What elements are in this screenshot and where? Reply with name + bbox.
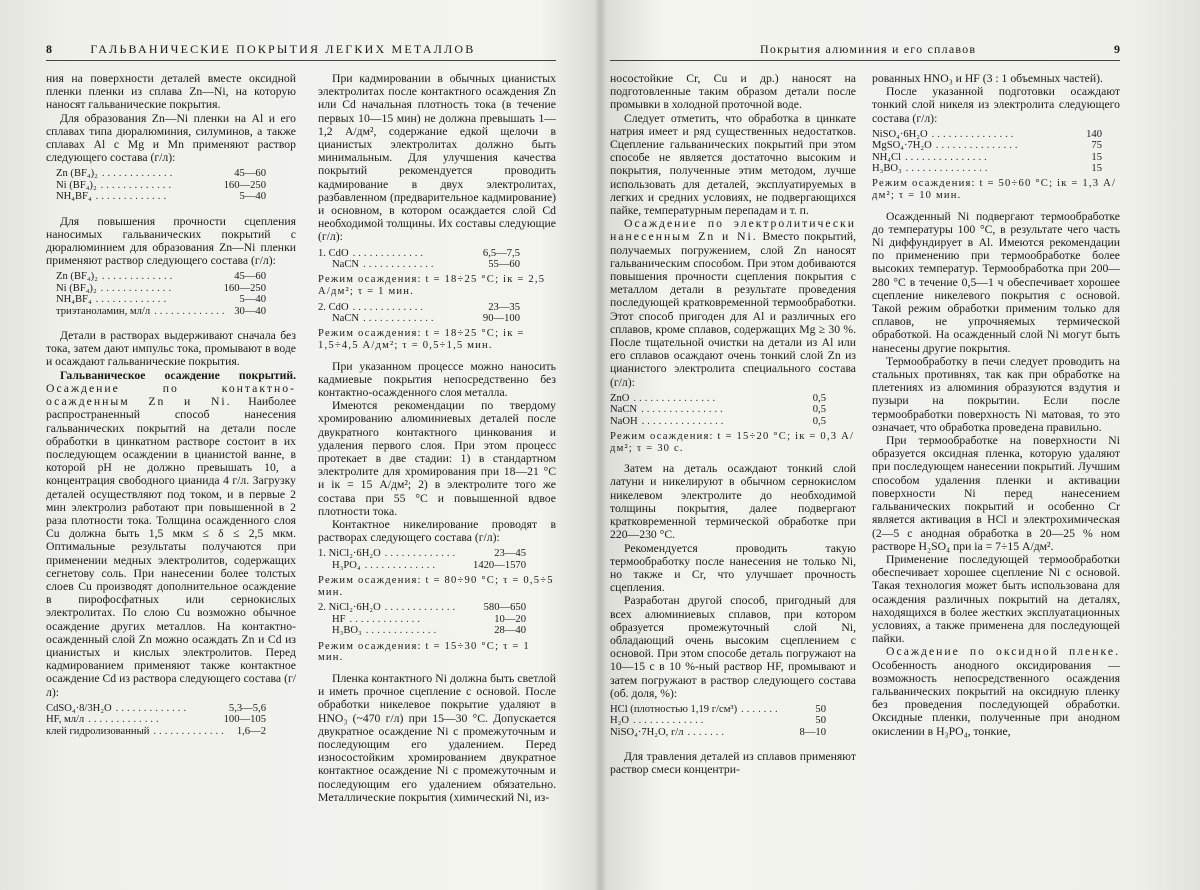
deposition-mode: Режим осаждения: t = 18÷25 °C; iк = 1,5÷4,5 А/дм²; τ = 0,5÷1,5 мин.	[318, 328, 525, 352]
composition-table	[318, 548, 556, 571]
left-column-2	[318, 72, 556, 804]
right-column-3	[610, 72, 856, 777]
paragraph-oxide	[872, 645, 1120, 737]
paragraph: Для образования Zn—Ni пленки на Al и его сплавах типа дюралюминия, силуминов, а также сплавах Al с Mg и Mn применяют раствор следующего состава (г/л):	[46, 111, 296, 165]
right-header-rule	[610, 60, 1120, 61]
composition-table	[46, 703, 296, 737]
table-row: клей гидролизованный ............. 1,6—2	[46, 725, 266, 737]
deposition-mode: Режим осаждения: t = 15÷30 °C; τ = 1 мин.	[318, 640, 530, 664]
paragraph: При кадмировании в обычных цианистых электролитах после контактного осаждения Zn или Cd начальная плотность тока (в течение первых 10—15 мин) не должна превышать 1—1,2 А/дм², содержание едкой щелочи в цианистых электролитах должно быть минимальным. Для улучшения качества покрытий рекомендуется проводить кадмирование в двух электролитах, разбавленном (предварительное кадмирование) и основном, в котором осаждается слой Cd необходимой толщины. Их составы следующие (г/л):	[318, 72, 556, 244]
paragraph: Для повышения прочности сцепления наносимых гальванических покрытий с дюралюминием для образования Zn—Ni пленки применяют раствор следующего состава (г/л):	[46, 214, 296, 268]
composition-table	[610, 393, 856, 427]
paragraph: ния на поверхности деталей вместе оксидной пленки пленки из сплава Zn—Ni, на которую наносят гальванические покрытия.	[46, 72, 296, 112]
table-row: NaOH ............... 0,5	[610, 415, 826, 427]
table-row: NaCN ............... 0,5	[610, 404, 826, 416]
paragraph: Осажденный Ni подвергают термообработке до температуры 100 °C, в результате чего часть Ni диффундирует в Al. Имеются рекомендации по применению при термообработке более высоких температур. Термообработка при 200—280 °C в течение 0,5—1 ч обеспечивает хорошее сцепление никелевого покрытия с основой. Такой режим обработки применим только для сплавов, не упрочняемых термической обработкой. На осажденный слой Ni могут быть нанесены другие покрытия.	[872, 209, 1120, 355]
deposition-mode: Режим осаждения: t = 18÷25 °C; iк = 2,5 А/дм²; τ = 1 мин.	[318, 274, 546, 298]
table-row: NH₄BF₄ ............. 5—40	[56, 191, 266, 203]
paragraph: Рекомендуется проводить такую термообработку после нанесения не только Ni, но также и Cr, что улучшает прочность сцепления.	[610, 541, 856, 595]
left-running-head	[46, 42, 556, 58]
composition-table	[318, 302, 556, 325]
table-row: Zn (BF₄)₂ ............. 45—60	[56, 271, 266, 283]
table-row: NiSO₄·6H₂O ............... 140	[872, 128, 1102, 140]
table-row: H₃BO₃ ............. 28—40	[332, 625, 526, 637]
paragraph-text: Наиболее распространенный способ нанесения гальванических покрытий на детали после обработки в цинкатном растворе состоит в их последующем осаждении в цианистой ванне, в которой pH не должно превышать 10, а концентрация свободного цианида 4 г/л. Загрузку деталей осуществляют под током, и в первые 2 мин электролиз работают при повышенной в 2 раза плотности тока. Толщина осажденного слоя Cu должна быть 1,5 мкм ≤ δ ≤ 2,5 мкм. Оптимальные результаты получаются при применении медных электролитов, содержащих сегнетову соль. При нанесении более толстых слоев Cu производят дополнительное осаждение в пирофосфатных или сернокислых электролитах. По слою Cu возможно обычное осаждение других металлов. На контактно-осажденный слой Zn можно осаждать Zn и Cd из цианистых и кислых электролитов. Перед кадмированием применяют также контактное осаждение Cd из раствора следующего состава (г/л):	[46, 395, 297, 699]
table-row: H₃PO₄ ............. 1420—1570	[332, 559, 526, 571]
composition-table	[610, 704, 856, 738]
table-row: 2. CdO ............. 23—35	[318, 301, 520, 313]
table-row: 2. NiCl₂·6H₂O ............. 580—650	[318, 602, 526, 614]
deposition-mode: Режим осаждения: t = 50÷60 °C; iк = 1,3 А/дм²; τ = 10 мин.	[872, 178, 1117, 202]
left-running-title: ГАЛЬВАНИЧЕСКИЕ ПОКРЫТИЯ ЛЕГКИХ МЕТАЛЛОВ	[90, 42, 476, 56]
spaced-heading: Осаждение по контактно-осажденным Zn и Ni.	[46, 381, 296, 409]
table-row: 1. NiCl₂·6H₂O ............. 23—45	[318, 548, 526, 560]
table-row: MgSO₄·7H₂O ............... 75	[872, 140, 1102, 152]
table-row: триэтаноламин, мл/л ............. 30—40	[56, 305, 266, 317]
deposition-mode: Режим осаждения: t = 15÷20 °C; iк = 0,3 А/дм²; τ = 30 с.	[610, 431, 855, 454]
run-in-heading: Гальваническое осаждение покрытий.	[60, 368, 296, 382]
right-running-head	[610, 42, 1120, 58]
composition-table	[872, 129, 1120, 175]
table-row: HF, мл/л ............. 100—105	[46, 714, 266, 726]
paragraph: После указанной подготовки осаждают тонкий слой никеля из электролита следующего состава (г/л):	[872, 85, 1120, 125]
paragraph: При указанном процессе можно наносить кадмиевые покрытия непосредственно без контактно-осажденного слоя металла.	[318, 359, 556, 400]
composition-table	[46, 271, 296, 317]
paragraph: При термообработке на поверхности Ni образуется оксидная пленка, которую удаляют при последующем нанесении покрытий. Лучшим способом удаления пленки и активации поверхности Ni перед нанесением гальванических покрытий и особенно Cr является активация в HCl и электрохимическая (2—5 с анодная обработка в 20—25 % ном растворе H₂SO₄ при iа = 7÷15 А/дм².	[872, 434, 1120, 553]
deposition-mode: Режим осаждения: t = 80÷90 °C; τ = 0,5÷5 мин.	[318, 575, 554, 598]
left-page-number: 8	[46, 42, 52, 56]
paragraph: Разработан другой способ, пригодный для всех алюминиевых сплавов, при котором образуется промежуточный слой Ni, обладающий очень высоким сцеплением с основой. При этом способе деталь погружают на 10—15 с в 10 %-ный раствор HF, промывают и затем погружают в раствор следующего состава (об. доля, %):	[610, 594, 856, 700]
paragraph: носостойкие Cr, Cu и др.) наносят на подготовленные таким образом детали после промывки в холодной проточной воде.	[610, 72, 856, 112]
paragraph: Имеются рекомендации по твердому хромированию алюминиевых деталей после двукратного контактного цинкования и удаления первого слоя. При этом процесс протекает в две стадии: 1) в стандартном электролите для хромирования при 18—21 °C и iк = 15 А/дм²; 2) в электролите того же состава при 55 °C и повышенной вдвое плотности тока.	[318, 399, 556, 518]
table-row: HF ............. 10—20	[332, 613, 526, 625]
paragraph: Термообработку в печи следует проводить на стальных противнях, так как при обработке на плетениях из алюминия образуются вздутия и пузыри на покрытии. Если после термообработки поверхность Ni матовая, то это означает, что обработка проведена правильно.	[872, 354, 1120, 434]
left-header-rule	[46, 60, 556, 61]
paragraph: Контактное никелирование проводят в растворах следующего состава (г/л):	[318, 518, 556, 545]
table-row: Ni (BF₄)₂ ............. 160—250	[56, 282, 266, 294]
paragraph: Пленка контактного Ni должна быть светлой и иметь прочное сцепление с основой. После обработки никелевое покрытие удаляют в HNO₃ (~470 г/л) при 15—30 °C. Допускается двукратное осаждение Ni с промежуточным и последующим его удалением. Перед износостойким хромированием двукратное контактное осаждение Ni с промежуточным и последующим его удалением обязательно. Металлические покрытия (химический Ni, из-	[318, 671, 556, 804]
paragraph: Для травления деталей из сплавов применяют раствор смеси концентри-	[610, 750, 856, 777]
spaced-heading: Осаждение по оксидной пленке.	[886, 645, 1120, 659]
paragraph-deposition	[46, 369, 296, 699]
paragraph: Затем на деталь осаждают тонкий слой латуни и никелируют в обычном сернокислом никелевом электролите до необходимой толщины покрытия, далее подвергают кратковременной термической обработке при 220—230 °C.	[610, 462, 856, 542]
table-row: Zn (BF₄)₂ ............. 45—60	[56, 168, 266, 180]
table-row: NaCN ............. 55—60	[332, 259, 520, 271]
table-row: ZnO ............... 0,5	[610, 392, 826, 404]
paragraph: рованных HNO₃ и HF (3 : 1 объемных частей).	[872, 72, 1103, 85]
paragraph: Применение последующей термообработки обеспечивает хорошее сцепление Ni с основой. Такая технология может быть использована для осаждения различных покрытий на деталях, находящихся в более жестких эксплуатационных условиях, а также применена для последующей пайки.	[872, 552, 1120, 646]
table-row: H₂O ............. 50	[610, 715, 826, 727]
composition-table	[318, 602, 556, 636]
table-row: HCl (плотностью 1,19 г/см³) ....... 50	[610, 703, 826, 715]
table-row: NH₄Cl ............... 15	[872, 151, 1102, 163]
paragraph-text: Особенность анодного оксидирования — возможность непосредственного осаждения гальванических покрытий на оксидную пленку без проведения последующей обработки. Оксидные пленки, полученные при анодном окислении в H₃PO₄, тонкие,	[872, 658, 1120, 738]
composition-table	[46, 168, 296, 202]
table-row: CdSO₄·8/3H₂O ............. 5,3—5,6	[46, 702, 266, 714]
paragraph: Следует отметить, что обработка в цинкате натрия имеет и ряд существенных недостатков. Сцепление гальванических покрытий при этом способе не является достаточно высоким и покрытия, полученные этим методом, лучше использовать для деталей, эксплуатируемых в легких и средних условиях, не подвергающихся пайке, температурным перепадам и т. п.	[610, 111, 856, 218]
left-column-1	[46, 72, 296, 741]
paragraph-text: Вместо покрытий, получаемых погружением, слой Zn наносят гальваническим способом. При этом добиваются повышения прочности сцепления покрытия с металлом детали в результате проведения последующей кратковременной термообработки. Этот способ пригоден для Al и различных его сплавов, кроме сплавов, содержащих Mg ≥ 30 %. После тщательной очистки на детали из Al или его сплавов осаждают очень тонкий слой Zn из цианистого электролита специального состава (г/л):	[610, 230, 857, 389]
right-running-title: Покрытия алюминия и его сплавов	[760, 42, 977, 56]
table-row: Ni (BF₄)₂ ............. 160—250	[56, 179, 266, 191]
table-row: NaCN ............. 90—100	[332, 313, 520, 325]
table-row: H₃BO₃ ............... 15	[872, 163, 1102, 175]
paragraph-electrolytic	[610, 217, 856, 389]
right-page-number: 9	[1114, 42, 1120, 56]
paragraph: Детали в растворах выдерживают сначала без тока, затем дают импульс тока, промывают в воде и осаждают гальванические покрытия.	[46, 329, 296, 369]
table-row: NiSO₄·7H₂O, г/л ....... 8—10	[610, 726, 826, 738]
composition-table	[318, 248, 556, 271]
table-row: NH₄BF₄ ............. 5—40	[56, 294, 266, 306]
right-column-4	[872, 72, 1120, 738]
spaced-heading: Осаждение по электролитически нанесенным Zn и Ni.	[610, 217, 856, 244]
table-row: 1. CdO ............. 6,5—7,5	[318, 247, 520, 259]
